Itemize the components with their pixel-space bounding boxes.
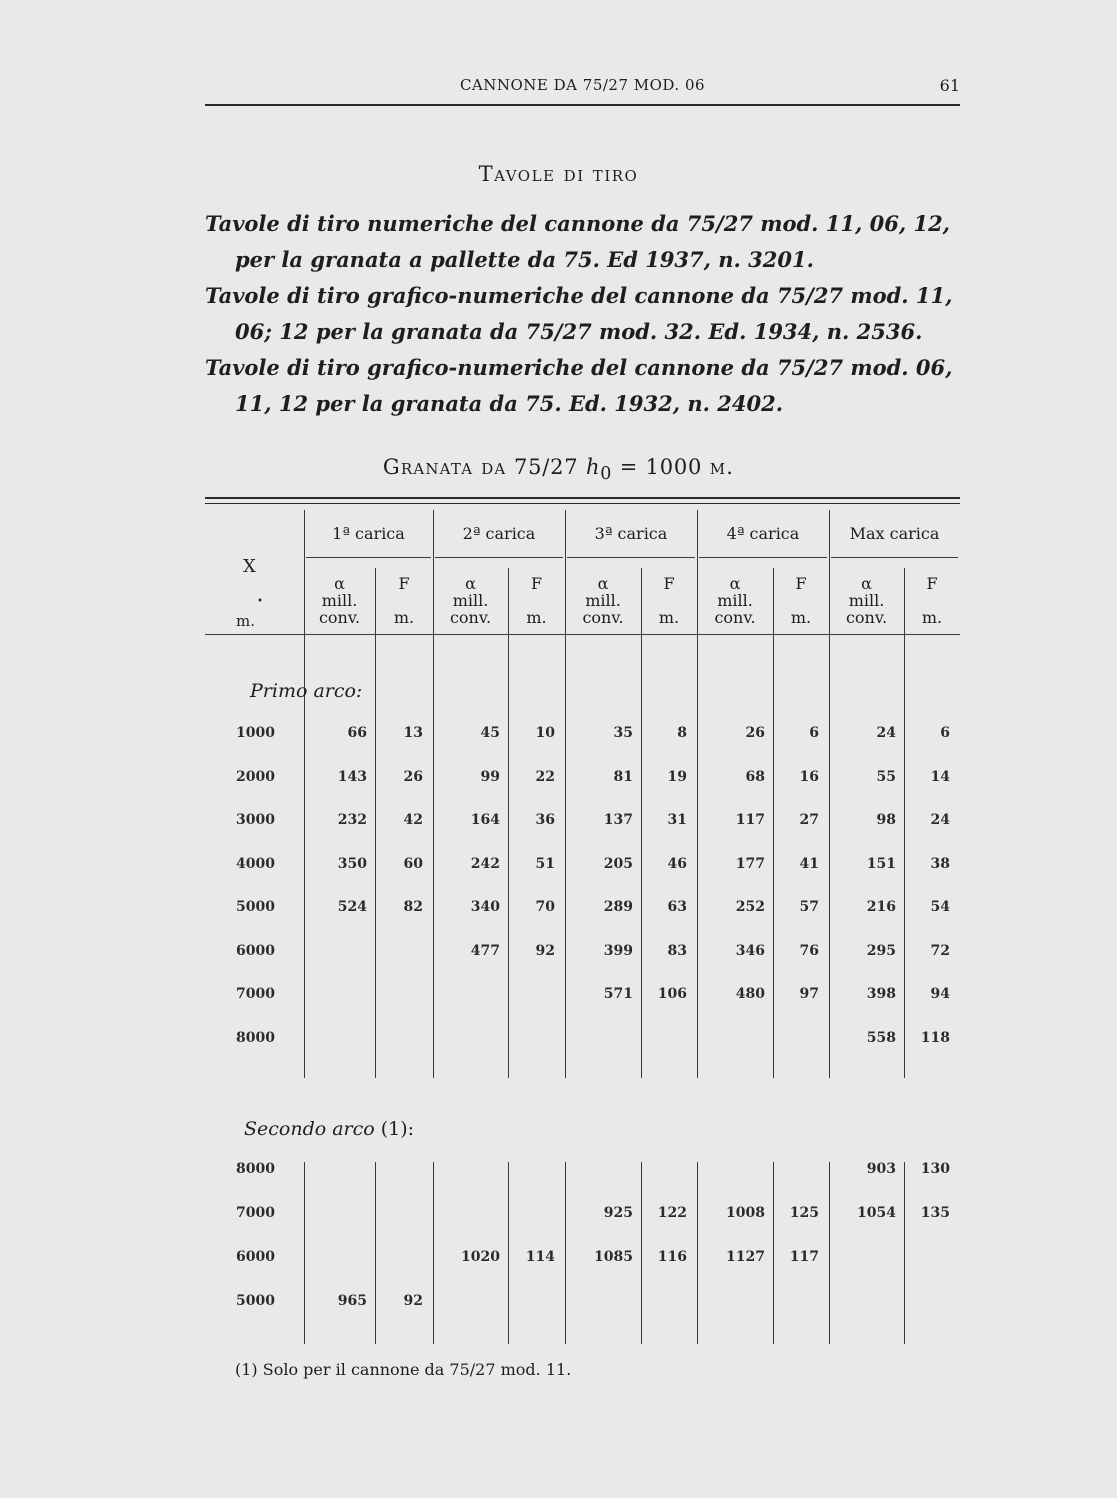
f-header-line: F (795, 574, 807, 593)
reference-list (205, 206, 975, 422)
table-cell: 524 (337, 899, 367, 915)
table-cell: 45 (480, 725, 500, 741)
table-cell: 122 (657, 1205, 687, 1221)
table-cell: 83 (667, 942, 687, 959)
reference-item: Tavole di tiro grafico-numeriche del cannone da 75/27 mod. 06, 11, 12 per la granata da 75. Ed. 1932, n. 2402. (205, 355, 953, 416)
f-column-header (508, 575, 565, 626)
table-cell: 116 (657, 1249, 687, 1265)
table-cell: 346 (735, 942, 765, 959)
table-cell: 177 (735, 855, 765, 872)
table-cell: 205 (603, 855, 633, 872)
alpha-header-line: α (597, 574, 609, 593)
table-title-value: 75/27 (513, 455, 579, 479)
f-header-line: F (530, 574, 543, 593)
f-column-header (641, 575, 697, 626)
table-cell: 399 (603, 942, 633, 959)
charge-group-header: Max carica (849, 524, 940, 543)
table-cell: 57 (799, 899, 819, 915)
alpha-column-header (433, 575, 508, 626)
alpha-header-line: mill. (717, 591, 753, 610)
table-cell: 242 (470, 855, 500, 872)
table-title-unit: m. (709, 455, 735, 479)
f-header-line: F (663, 574, 675, 593)
secondo-arco-text: Secondo arco (244, 1118, 375, 1140)
table-cell: 340 (470, 899, 500, 915)
table-cell: 106 (657, 986, 687, 1002)
reference-item: Tavole di tiro grafico-numeriche del cannone da 75/27 mod. 11, 06; 12 per la granata da 75/27 mod. 32. Ed. 1934, n. 2536. (205, 283, 953, 344)
table-cell: 72 (930, 942, 950, 959)
table-cell: 216 (866, 899, 896, 915)
table-cell: 1127 (726, 1249, 765, 1265)
table-cell: 31 (667, 812, 687, 828)
table-cell: 232 (337, 812, 367, 828)
x-label-dot: • (257, 596, 263, 607)
table-cell: 92 (403, 1293, 423, 1309)
table-cell: 480 (735, 986, 765, 1002)
f-header-line: m. (393, 608, 415, 627)
secondo-arco-label (244, 1118, 414, 1140)
table-cell: 92 (535, 942, 555, 959)
range-value: 6000 (236, 942, 275, 959)
table-cell: 82 (403, 899, 423, 915)
table-title-h: h (585, 455, 601, 479)
f-header-line: F (926, 574, 938, 593)
table-top-rule-thin (205, 503, 960, 504)
table-cell: 24 (930, 812, 950, 828)
alpha-column-header (304, 575, 375, 626)
charge-group-header: 1ª carica (332, 524, 405, 543)
table-cell: 70 (535, 899, 555, 915)
alpha-column-header (697, 575, 773, 626)
table-cell: 19 (667, 768, 687, 785)
table-cell: 68 (745, 768, 765, 785)
reference-item: Tavole di tiro numeriche del cannone da 75/27 mod. 11, 06, 12, per la granata a pallette da 75. Ed 1937, n. 3201. (205, 211, 950, 272)
section-title: Tavole di tiro (478, 162, 639, 186)
f-header-spacer (904, 592, 960, 609)
f-header-line: m. (790, 608, 812, 627)
table-cell: 118 (920, 1029, 950, 1046)
table-cell: 1085 (594, 1249, 633, 1265)
table-cell: 13 (403, 725, 423, 741)
group-divider (697, 1162, 698, 1344)
footnote: (1) Solo per il cannone da 75/27 mod. 11. (235, 1360, 572, 1379)
header-bottom-rule (205, 634, 960, 635)
f-header-line: F (398, 574, 410, 593)
alpha-header-line: conv. (714, 608, 756, 627)
table-cell: 10 (535, 725, 555, 741)
range-value: 3000 (236, 812, 275, 828)
f-header-line: m. (658, 608, 680, 627)
x-axis-label: X (243, 556, 256, 577)
alpha-header-line: conv. (582, 608, 624, 627)
table-cell: 97 (799, 986, 819, 1002)
table-cell: 130 (920, 1161, 950, 1177)
table-cell: 6 (940, 725, 950, 741)
table-cell: 36 (535, 812, 555, 828)
running-title: CANNONE DA 75/27 MOD. 06 (459, 76, 706, 94)
running-head (205, 70, 960, 106)
table-cell: 26 (403, 768, 423, 785)
table-cell: 8 (677, 725, 687, 741)
range-value: 5000 (236, 899, 275, 915)
range-value: 2000 (236, 768, 275, 785)
secondo-arco-note: (1): (380, 1118, 415, 1140)
table-cell: 63 (667, 899, 687, 915)
table-cell: 16 (799, 768, 819, 785)
table-cell: 6 (809, 725, 819, 741)
table-cell: 164 (470, 812, 500, 828)
table-cell: 398 (866, 986, 896, 1002)
table-cell: 143 (337, 768, 367, 785)
group-underline (435, 557, 563, 558)
group-underline (699, 557, 827, 558)
table-cell: 925 (603, 1205, 633, 1221)
table-cell: 295 (866, 942, 896, 959)
table-cell: 66 (347, 725, 367, 741)
f-header-spacer (375, 592, 433, 609)
table-cell: 1020 (461, 1249, 500, 1265)
table-cell: 98 (876, 812, 896, 828)
alpha-header-line: conv. (449, 608, 492, 627)
range-value: 7000 (236, 1205, 275, 1221)
table-cell: 114 (525, 1249, 555, 1265)
table-cell: 41 (799, 855, 819, 872)
table-cell: 1054 (857, 1205, 896, 1221)
alpha-header-line: mill. (585, 591, 621, 610)
alpha-header-line: conv. (845, 608, 888, 627)
table-cell: 477 (470, 942, 500, 959)
table-cell: 252 (735, 899, 765, 915)
table-top-rule (205, 497, 960, 499)
table-cell: 81 (613, 768, 633, 785)
alpha-header-line: α (861, 574, 872, 593)
f-header-line: m. (921, 608, 943, 627)
range-value: 4000 (236, 855, 275, 872)
table-cell: 117 (735, 812, 765, 828)
group-divider (304, 1162, 305, 1344)
table-cell: 965 (337, 1293, 367, 1309)
table-cell: 24 (876, 725, 896, 741)
group-underline (831, 557, 958, 558)
table-cell: 350 (337, 855, 367, 872)
group-divider (433, 1162, 434, 1344)
charge-group-header: 2ª carica (462, 524, 536, 543)
group-divider (829, 1162, 830, 1344)
f-header-spacer (641, 592, 697, 609)
range-value: 8000 (236, 1029, 275, 1046)
column-divider (904, 1162, 905, 1344)
alpha-header-line: α (465, 574, 476, 593)
group-underline (306, 557, 431, 558)
alpha-header-line: mill. (452, 591, 489, 610)
table-cell: 151 (866, 855, 896, 872)
table-cell: 46 (667, 855, 687, 872)
table-cell: 26 (745, 725, 765, 741)
table-title (0, 455, 1117, 484)
table-cell: 1008 (726, 1205, 765, 1221)
f-header-spacer (508, 592, 565, 609)
table-cell: 125 (789, 1205, 819, 1221)
table-cell: 137 (603, 812, 633, 828)
table-cell: 60 (403, 855, 423, 872)
alpha-column-header (565, 575, 641, 626)
f-header-spacer (773, 592, 829, 609)
f-column-header (773, 575, 829, 626)
table-title-h-sub: 0 (600, 464, 613, 485)
f-column-header (375, 575, 433, 626)
range-value: 5000 (236, 1293, 275, 1309)
alpha-header-line: α (729, 574, 741, 593)
table-cell: 558 (866, 1029, 896, 1046)
alpha-header-line: conv. (318, 608, 361, 627)
alpha-header-line: mill. (848, 591, 885, 610)
page-number: 61 (939, 76, 960, 95)
range-value: 6000 (236, 1249, 275, 1265)
table-cell: 135 (920, 1205, 950, 1221)
f-column-header (904, 575, 960, 626)
table-cell: 117 (789, 1249, 819, 1265)
table-cell: 35 (613, 725, 633, 741)
primo-arco-label: Primo arco: (250, 680, 363, 702)
f-header-line: m. (526, 608, 547, 627)
column-divider (375, 1162, 376, 1344)
table-cell: 14 (930, 768, 950, 785)
range-value: 1000 (236, 725, 275, 741)
table-cell: 99 (480, 768, 500, 785)
group-underline (567, 557, 695, 558)
table-cell: 55 (876, 768, 896, 785)
table-title-rest: = 1000 (619, 455, 703, 479)
table-cell: 51 (535, 855, 555, 872)
group-divider (565, 1162, 566, 1344)
table-cell: 94 (930, 986, 950, 1002)
table-cell: 38 (930, 855, 950, 872)
table-cell: 903 (866, 1161, 896, 1177)
table-cell: 54 (930, 899, 950, 915)
charge-group-header: 3ª carica (594, 524, 668, 543)
table-cell: 289 (603, 899, 633, 915)
table-cell: 76 (799, 942, 819, 959)
table-cell: 571 (603, 986, 633, 1002)
alpha-column-header (829, 575, 904, 626)
x-unit-label: m. (236, 612, 255, 630)
table-cell: 27 (799, 812, 819, 828)
alpha-header-line: mill. (321, 591, 358, 610)
alpha-header-line: α (334, 574, 345, 593)
table-title-prefix: Granata da (382, 455, 507, 479)
table-cell: 22 (535, 768, 555, 785)
range-value: 8000 (236, 1161, 275, 1177)
table-cell: 42 (403, 812, 423, 828)
charge-group-header: 4ª carica (726, 524, 800, 543)
range-value: 7000 (236, 986, 275, 1002)
